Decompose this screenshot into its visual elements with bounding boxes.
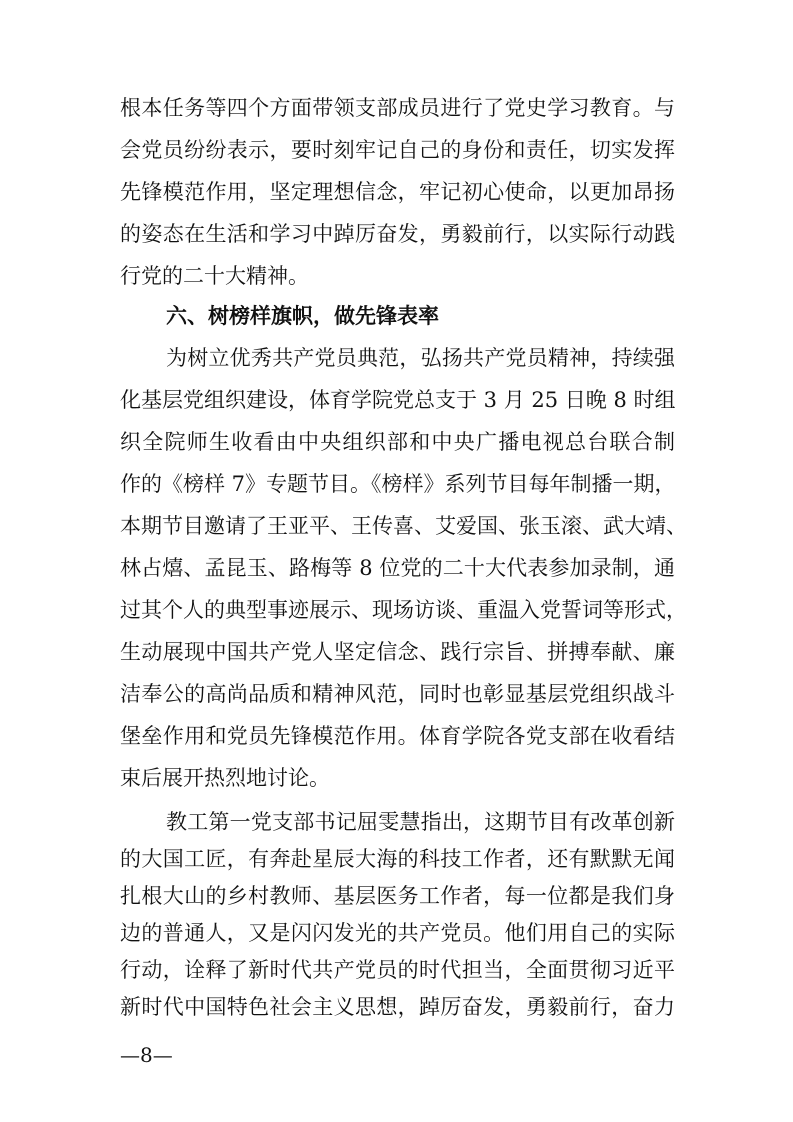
paragraph-line: 为树立优秀共产党员典范，弘扬共产党员精神，持续强	[166, 346, 675, 370]
paragraph-line: 束后展开热烈地讨论。	[120, 766, 330, 790]
page-number: —8—	[120, 1043, 173, 1067]
paragraph-line: 林占熺、孟昆玉、路梅等 8 位党的二十大代表参加录制，通	[120, 556, 675, 580]
paragraph-line: 堡垒作用和党员先锋模范作用。体育学院各党支部在收看结	[120, 724, 675, 748]
paragraph-line: 洁奉公的高尚品质和精神风范，同时也彰显基层党组织战斗	[120, 682, 675, 706]
paragraph-line: 新时代中国特色社会主义思想，踔厉奋发，勇毅前行，奋力	[120, 995, 675, 1019]
section-heading: 六、树榜样旗帜，做先锋表率	[166, 304, 439, 328]
paragraph-line: 作的《榜样 7》专题节目。《榜样》系列节目每年制播一期，	[120, 472, 676, 496]
paragraph-line: 会党员纷纷表示，要时刻牢记自己的身份和责任，切实发挥	[120, 138, 675, 162]
paragraph-line: 过其个人的典型事迹展示、现场访谈、重温入党誓词等形式，	[120, 598, 687, 622]
paragraph-line: 先锋模范作用，坚定理想信念，牢记初心使命，以更加昂扬	[120, 180, 675, 204]
paragraph-line: 的姿态在生活和学习中踔厉奋发，勇毅前行，以实际行动践	[120, 222, 675, 246]
paragraph-line: 本期节目邀请了王亚平、王传喜、艾爱国、张玉滚、武大靖、	[120, 514, 687, 538]
paragraph-line: 行动，诠释了新时代共产党员的时代担当，全面贯彻习近平	[120, 958, 675, 982]
paragraph-line: 化基层党组织建设，体育学院党总支于 3 月 25 日晚 8 时组	[120, 388, 676, 412]
paragraph-line: 教工第一党支部书记屈雯慧指出，这期节目有改革创新	[166, 810, 675, 834]
paragraph-line: 行党的二十大精神。	[120, 264, 309, 288]
paragraph-line: 织全院师生收看由中央组织部和中央广播电视总台联合制	[120, 430, 675, 454]
paragraph-line: 的大国工匠，有奔赴星辰大海的科技工作者，还有默默无闻	[120, 847, 675, 871]
paragraph-line: 生动展现中国共产党人坚定信念、践行宗旨、拼搏奉献、廉	[120, 640, 675, 664]
paragraph-line: 扎根大山的乡村教师、基层医务工作者，每一位都是我们身	[120, 884, 675, 908]
paragraph-line: 边的普通人，又是闪闪发光的共产党员。他们用自己的实际	[120, 921, 675, 945]
paragraph-line: 根本任务等四个方面带领支部成员进行了党史学习教育。与	[120, 96, 675, 120]
